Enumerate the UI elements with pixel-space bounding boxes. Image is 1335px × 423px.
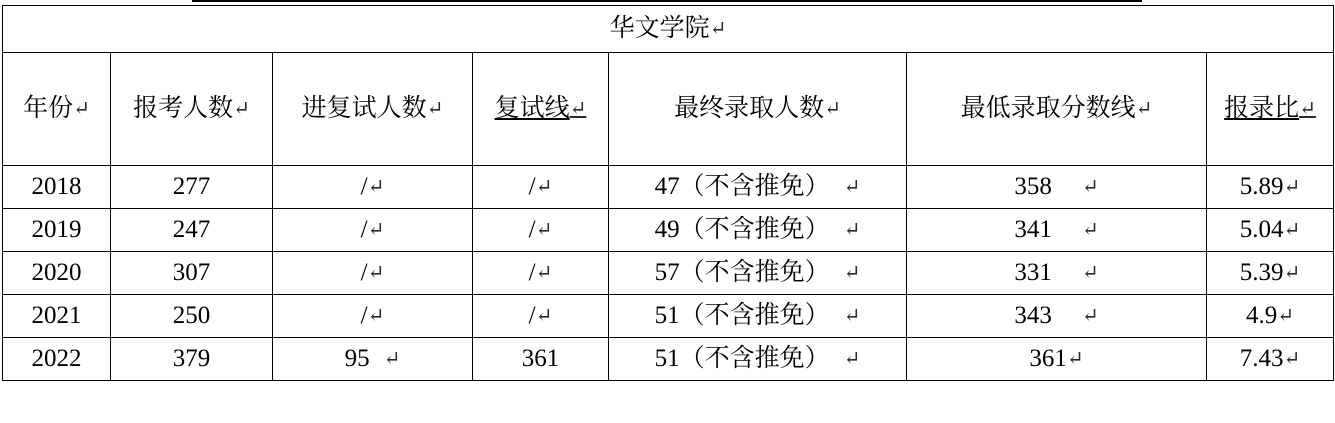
cell-min-score	[907, 338, 1207, 381]
column-header-second-line	[473, 53, 609, 166]
cell-year: 2022	[3, 338, 111, 381]
table-title-row	[3, 6, 1334, 53]
paragraph-mark-icon: ↵	[1081, 219, 1099, 241]
paragraph-mark-icon: ↵	[1283, 219, 1301, 241]
cell-second-round	[273, 166, 473, 209]
cell-admitted-value: 49（不含推免）	[654, 216, 830, 243]
table-title-cell	[3, 6, 1334, 53]
paragraph-mark-icon: ↵	[367, 262, 385, 284]
cell-min-score-value: 361	[1029, 345, 1067, 372]
paragraph-mark-icon: ↵	[1135, 98, 1153, 120]
cell-second-line-value: /	[528, 259, 536, 286]
cell-ratio-value: 5.04	[1239, 216, 1284, 243]
cell-min-score	[907, 209, 1207, 252]
cell-admitted-value: 47（不含推免）	[654, 173, 830, 200]
paragraph-mark-icon: ↵	[1081, 262, 1099, 284]
cell-ratio-value: 5.39	[1239, 259, 1284, 286]
cell-second-line-value: 361	[521, 345, 560, 372]
column-header-min-score-label: 最低录取分数线	[960, 95, 1136, 122]
table-row	[3, 252, 1334, 295]
cell-ratio-value: 4.9	[1246, 302, 1278, 329]
table-row	[3, 338, 1334, 381]
table-header-row	[3, 53, 1334, 166]
cell-year: 2021	[3, 295, 111, 338]
column-header-ratio	[1207, 53, 1334, 166]
paragraph-mark-icon: ↵	[383, 348, 401, 370]
paragraph-mark-icon: ↵	[1283, 262, 1301, 284]
cell-second-round-value: 95	[344, 345, 370, 372]
paragraph-mark-icon: ↵	[1081, 176, 1099, 198]
table-row	[3, 295, 1334, 338]
cut-line	[192, 0, 1142, 2]
cell-admitted	[609, 338, 907, 381]
cell-applicants: 307	[111, 252, 273, 295]
cell-ratio	[1207, 295, 1334, 338]
paragraph-mark-icon: ↵	[824, 98, 841, 120]
cell-second-line-value: /	[528, 302, 536, 329]
paragraph-mark-icon: ↵	[367, 176, 385, 198]
paragraph-mark-icon: ↵	[1283, 176, 1301, 198]
cell-second-round	[273, 209, 473, 252]
paragraph-mark-icon: ↵	[1066, 348, 1084, 370]
cell-min-score-value: 343	[1014, 302, 1052, 329]
cell-second-line	[473, 338, 609, 381]
cell-second-round	[273, 295, 473, 338]
cell-second-line	[473, 295, 609, 338]
cell-second-line	[473, 209, 609, 252]
paragraph-mark-icon: ↵	[535, 176, 553, 198]
paragraph-mark-icon: ↵	[709, 18, 727, 40]
column-header-applicants-label: 报考人数	[133, 95, 234, 122]
cell-admitted-value: 51（不含推免）	[654, 302, 830, 329]
column-header-applicants	[111, 53, 273, 166]
paragraph-mark-icon: ↵	[843, 176, 861, 198]
cell-applicants: 250	[111, 295, 273, 338]
paragraph-mark-icon: ↵	[569, 98, 587, 120]
cell-applicants: 277	[111, 166, 273, 209]
paragraph-mark-icon: ↵	[426, 98, 444, 120]
cell-second-round-value: /	[360, 173, 368, 200]
cell-admitted	[609, 295, 907, 338]
column-header-second-round	[273, 53, 473, 166]
paragraph-mark-icon: ↵	[367, 305, 385, 327]
cell-second-line-value: /	[528, 173, 536, 200]
cell-second-round-value: /	[360, 259, 368, 286]
cell-applicants: 247	[111, 209, 273, 252]
column-header-admitted-label: 最终录取人数	[674, 95, 825, 122]
column-header-year	[3, 53, 111, 166]
column-header-min-score	[907, 53, 1207, 166]
paragraph-mark-icon: ↵	[1277, 305, 1295, 327]
cell-admitted-value: 57（不含推免）	[654, 259, 830, 286]
paragraph-mark-icon: ↵	[843, 348, 861, 370]
cell-admitted	[609, 252, 907, 295]
paragraph-mark-icon: ↵	[843, 305, 861, 327]
cell-second-round-value: /	[360, 302, 368, 329]
paragraph-mark-icon: ↵	[233, 98, 250, 120]
cell-ratio	[1207, 209, 1334, 252]
paragraph-mark-icon: ↵	[1299, 98, 1316, 120]
cell-second-round-value: /	[360, 216, 368, 243]
table-row	[3, 209, 1334, 252]
cell-year: 2020	[3, 252, 111, 295]
cell-ratio	[1207, 338, 1334, 381]
paragraph-mark-icon: ↵	[535, 219, 553, 241]
paragraph-mark-icon: ↵	[843, 262, 861, 284]
cell-min-score-value: 358	[1014, 173, 1052, 200]
cell-second-line-value: /	[528, 216, 536, 243]
cell-second-round	[273, 252, 473, 295]
cell-admitted	[609, 209, 907, 252]
cell-second-line	[473, 252, 609, 295]
column-header-year-label: 年份	[23, 95, 74, 122]
paragraph-mark-icon: ↵	[843, 219, 861, 241]
column-header-admitted	[609, 53, 907, 166]
column-header-second-round-label: 进复试人数	[301, 95, 427, 122]
paragraph-mark-icon: ↵	[1283, 348, 1301, 370]
cell-second-line	[473, 166, 609, 209]
cell-applicants: 379	[111, 338, 273, 381]
cell-min-score	[907, 166, 1207, 209]
paragraph-mark-icon: ↵	[73, 98, 90, 120]
admissions-table	[2, 5, 1334, 381]
paragraph-mark-icon: ↵	[535, 305, 553, 327]
cell-min-score	[907, 252, 1207, 295]
cell-admitted	[609, 166, 907, 209]
cell-year: 2018	[3, 166, 111, 209]
cell-ratio-value: 5.89	[1239, 173, 1284, 200]
cell-ratio	[1207, 252, 1334, 295]
table-title: 华文学院	[609, 15, 710, 42]
cell-ratio	[1207, 166, 1334, 209]
cell-min-score-value: 331	[1014, 259, 1052, 286]
paragraph-mark-icon: ↵	[1081, 305, 1099, 327]
cell-ratio-value: 7.43	[1239, 345, 1284, 372]
cell-min-score-value: 341	[1014, 216, 1052, 243]
paragraph-mark-icon: ↵	[367, 219, 385, 241]
cell-year: 2019	[3, 209, 111, 252]
table-row	[3, 166, 1334, 209]
column-header-ratio-label: 报录比	[1224, 95, 1300, 122]
paragraph-mark-icon: ↵	[535, 262, 553, 284]
cell-min-score	[907, 295, 1207, 338]
cell-second-round	[273, 338, 473, 381]
column-header-second-line-label: 复试线	[494, 95, 570, 122]
cell-admitted-value: 51（不含推免）	[654, 345, 830, 372]
